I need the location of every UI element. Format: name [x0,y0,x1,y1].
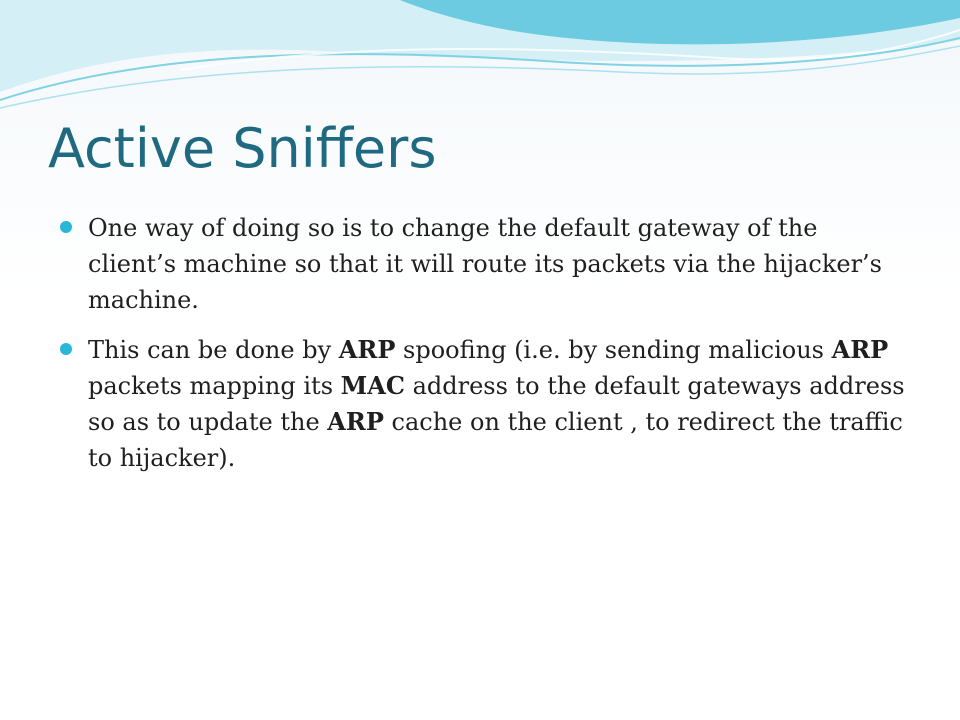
bullet-run: spoofing (i.e. by sending malicious [395,336,832,364]
bullet-text [88,210,910,318]
header-wave-decoration [0,0,960,130]
bullet-run: packets mapping its [88,372,341,400]
bullet-run-bold: ARP [831,335,889,364]
bullet-item-1 [60,210,910,318]
bullet-item-2 [60,332,910,476]
bullet-dot-icon [60,343,72,355]
bullet-run-bold: ARP [327,407,384,436]
bullet-dot-icon [60,221,72,233]
slide-title: Active Sniffers [48,117,437,180]
bullet-run: One way of doing so is to change the default gateway of the client’s machine so that it will route its packets via the hijacker’s machine. [88,214,882,314]
bullet-run-bold: MAC [340,371,405,400]
bullet-run-bold: ARP [338,335,396,364]
bullet-run: This can be done by [88,336,339,364]
bullet-run: address to the default gateways address so as to update the [88,372,905,436]
bullet-list [60,210,910,490]
bullet-text [88,332,910,476]
bullet-run: cache on the client , to redirect the traffic to hijacker). [88,408,903,472]
